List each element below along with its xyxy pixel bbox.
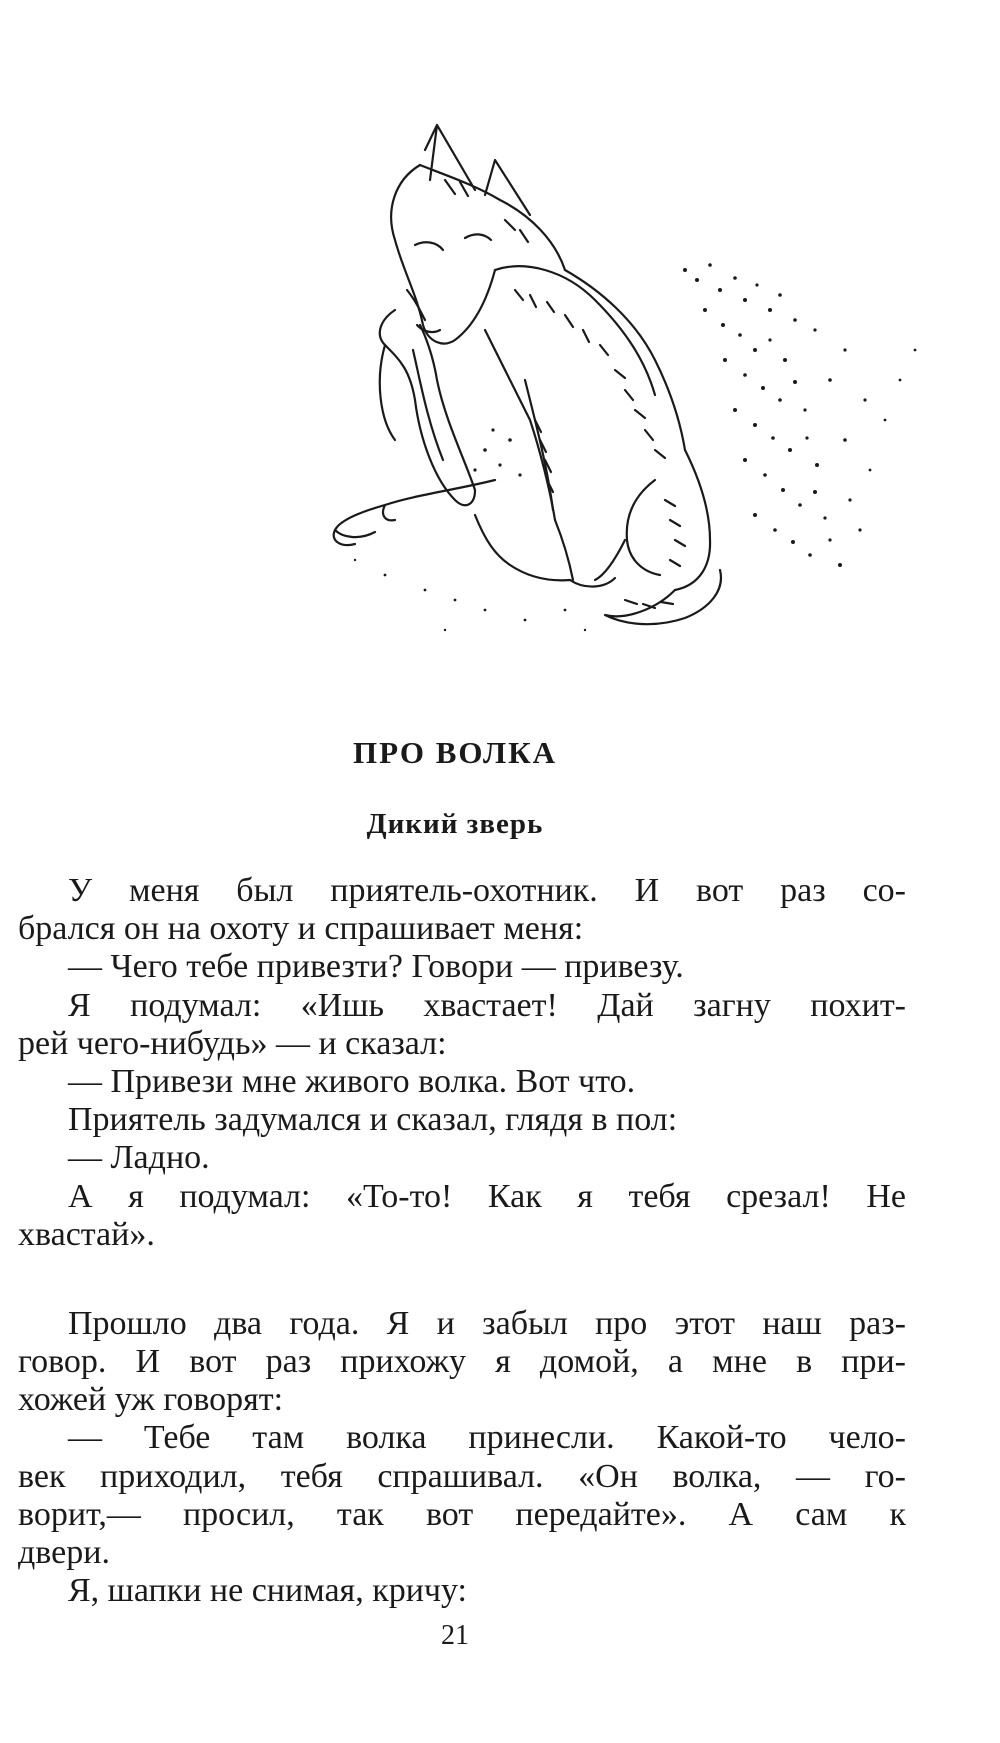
text-line: ворит,— просил, так вот передайте». А сам к xyxy=(18,1495,906,1533)
text-line: хожей уж говорят: xyxy=(18,1381,284,1419)
text-line: — Привези мне живого волка. Вот что. xyxy=(68,1062,636,1100)
text-line: — Тебе там волка принесли. Какой-то чело- xyxy=(68,1419,906,1457)
text-line: говор. И вот раз прихожу я домой, а мне в при- xyxy=(18,1343,906,1381)
text-line: Я, шапки не снимая, кричу: xyxy=(68,1572,468,1610)
page-number: 21 xyxy=(441,1620,469,1651)
text-line: А я подумал: «То-то! Как я тебя срезал! Не xyxy=(68,1177,906,1215)
text-line: хвастай». xyxy=(18,1215,155,1253)
text-line: — Чего тебе привезти? Говори — привезу. xyxy=(68,948,684,986)
text-line: двери. xyxy=(18,1534,110,1571)
text-line: рей чего-нибудь» — и сказал: xyxy=(18,1024,447,1062)
story-subtitle: Дикий зверь xyxy=(366,808,544,840)
text-line: Я подумал: «Ишь хвастает! Дай загну похит- xyxy=(68,986,906,1024)
wolf-drawing xyxy=(325,120,920,640)
text-line: брался он на охоту и спрашивает меня: xyxy=(18,910,584,948)
wolf-illustration xyxy=(325,120,920,640)
text-line: Прошло два года. Я и забыл про этот наш раз- xyxy=(68,1304,906,1342)
text-line: Приятель задумался и сказал, глядя в пол: xyxy=(68,1101,678,1139)
text-line: век приходил, тебя спрашивал. «Он волка, — го- xyxy=(18,1457,906,1495)
paragraph-gap xyxy=(18,1254,906,1305)
story-text xyxy=(18,872,906,1610)
text-line: У меня был приятель-охотник. И вот раз со- xyxy=(68,872,906,909)
chapter-title: ПРО ВОЛКА xyxy=(353,735,557,770)
text-line: — Ладно. xyxy=(68,1139,210,1177)
